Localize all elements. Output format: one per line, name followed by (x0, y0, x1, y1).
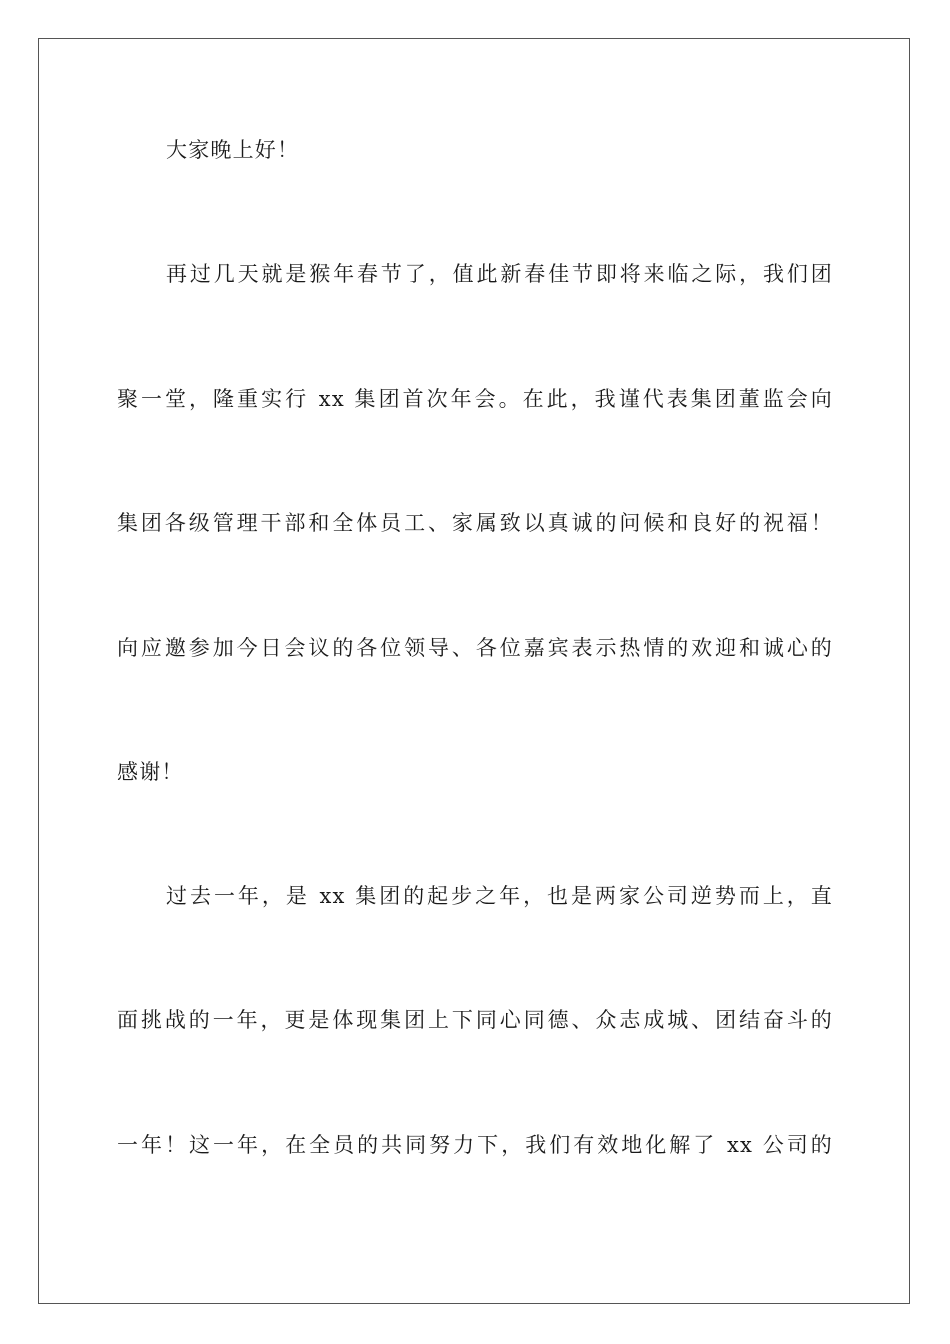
paragraph-line: 向应邀参加今日会议的各位领导、各位嘉宾表示热情的欢迎和诚心的 (117, 636, 833, 660)
page-border (38, 38, 910, 1304)
paragraph-line: 过去一年，是 xx 集团的起步之年，也是两家公司逆势而上，直 (166, 884, 833, 908)
paragraph-line: 感谢！ (117, 760, 184, 784)
paragraph-line: 一年！这一年，在全员的共同努力下，我们有效地化解了 xx 公司的 (117, 1133, 833, 1157)
greeting-line: 大家晚上好！ (166, 138, 300, 162)
paragraph-line: 集团各级管理干部和全体员工、家属致以真诚的问候和良好的祝福！ (117, 511, 833, 535)
paragraph-line: 聚一堂，隆重实行 xx 集团首次年会。在此，我谨代表集团董监会向 (117, 387, 833, 411)
paragraph-line: 面挑战的一年，更是体现集团上下同心同德、众志成城、团结奋斗的 (117, 1008, 833, 1032)
paragraph-line: 再过几天就是猴年春节了，值此新春佳节即将来临之际，我们团 (166, 262, 833, 286)
